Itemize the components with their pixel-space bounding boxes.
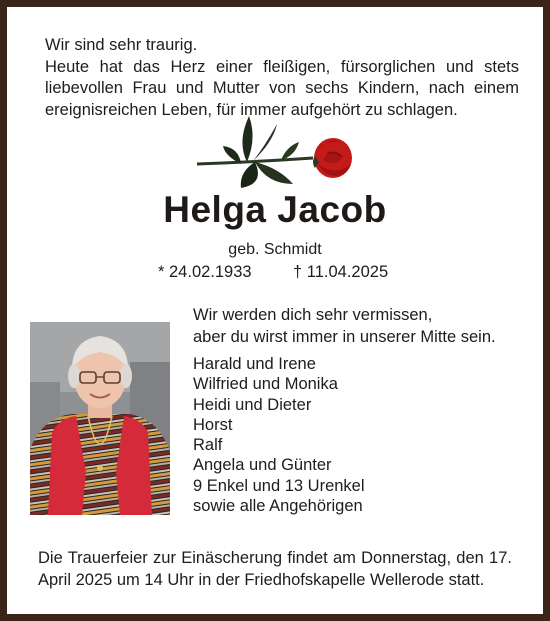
mourner: Heidi und Dieter — [193, 395, 312, 414]
intro-text — [45, 35, 519, 121]
funeral-notice: Die Trauerfeier zur Einäscherung findet am Donnerstag, den 17. April 2025 um 14 Uhr in der Friedhofskapelle Wellerode statt. — [38, 549, 512, 589]
rose-icon — [195, 112, 355, 192]
birth-name: geb. Schmidt — [228, 241, 322, 258]
mourner: sowie alle Angehörigen — [193, 497, 363, 516]
mourner: Wilfried und Monika — [193, 375, 338, 394]
intro-body: Heute hat das Herz einer fleißigen, fürsorglichen und stets liebevollen Frau und Mutter von sechs Kindern, nach einem ereignisreichen Leben, für immer aufgehört zu schlagen. — [45, 57, 519, 119]
farewell-line-1: Wir werden dich sehr vermissen, — [193, 306, 433, 324]
intro-first-line: Wir sind sehr traurig. — [45, 36, 198, 54]
mourner: Angela und Günter — [193, 456, 332, 475]
farewell-line-2: aber du wirst immer in unserer Mitte sein. — [193, 327, 496, 346]
portrait-photo — [30, 322, 170, 515]
birth-date: * 24.02.1933 — [158, 263, 252, 281]
deceased-name: Helga Jacob — [163, 189, 387, 230]
mourner: Horst — [193, 415, 233, 434]
mourner: Ralf — [193, 436, 223, 455]
mourner: 9 Enkel und 13 Urenkel — [193, 476, 365, 495]
mourners-list — [193, 354, 523, 516]
death-date: † 11.04.2025 — [293, 263, 389, 281]
farewell-text — [193, 305, 523, 348]
mourner: Harald und Irene — [193, 355, 316, 373]
